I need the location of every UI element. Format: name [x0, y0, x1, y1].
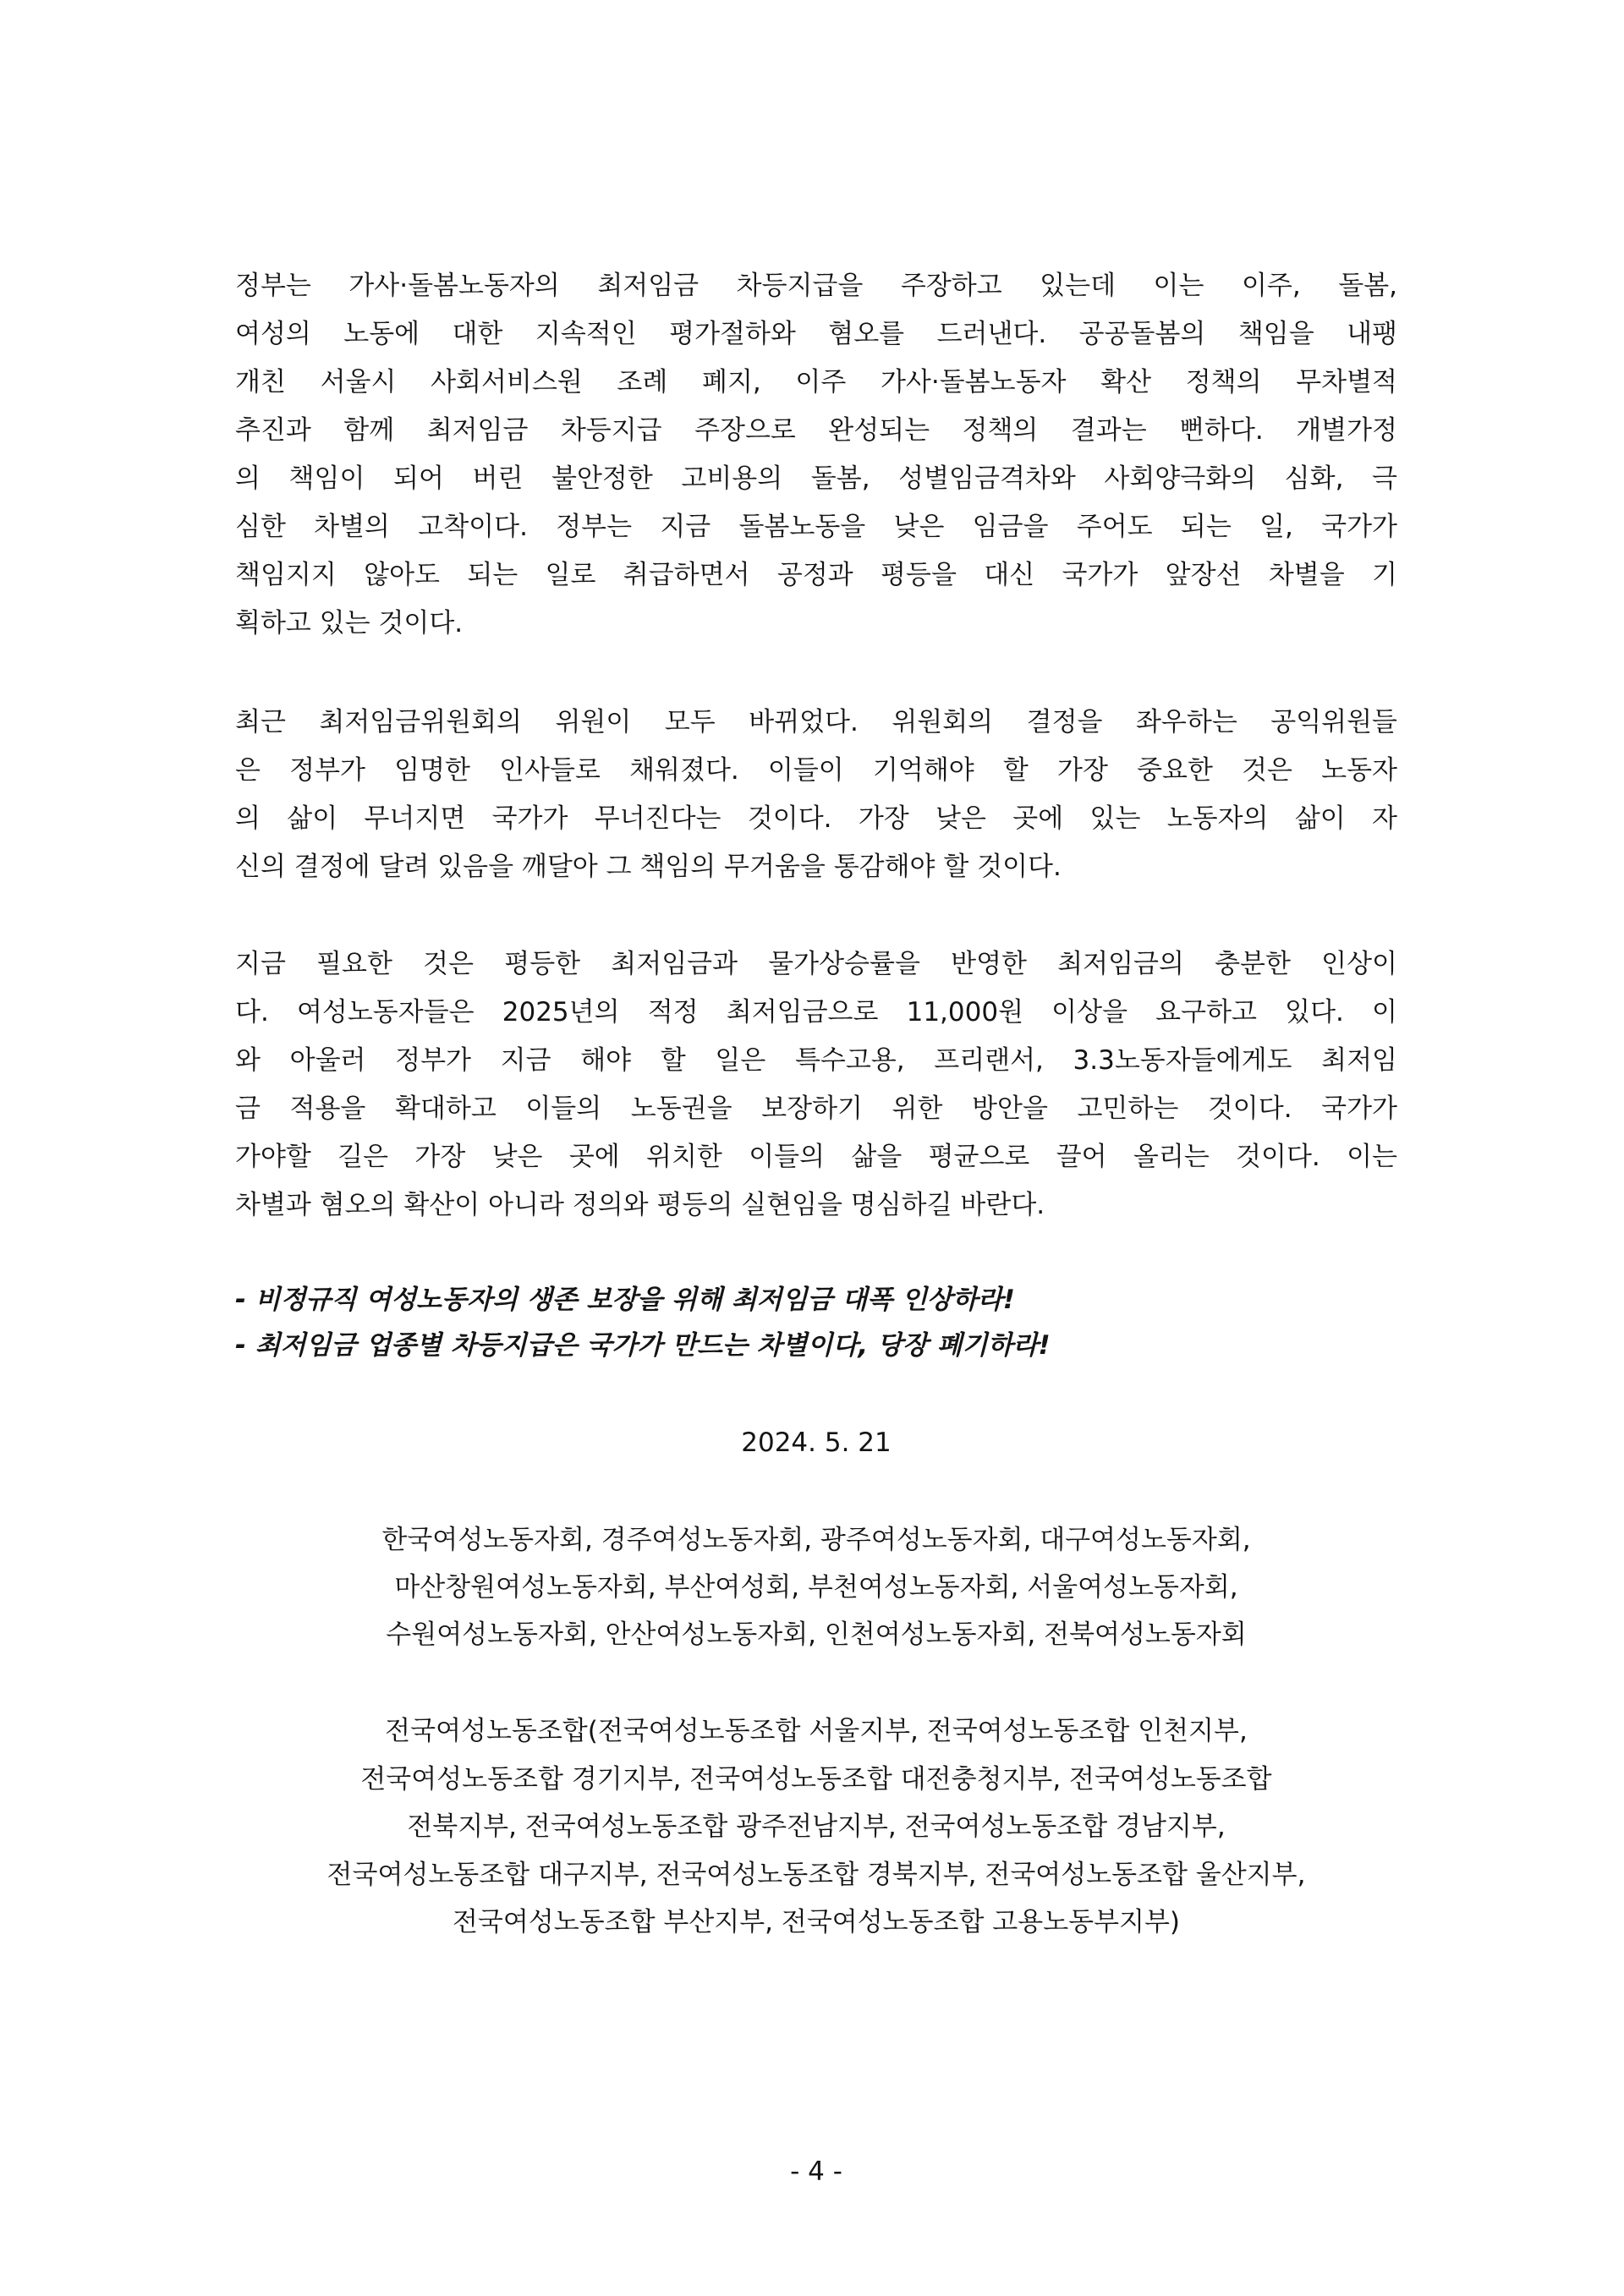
paragraph-3-line: 차별과 혐오의 확산이 아니라 정의와 평등의 실현임을 명심하길 바란다.: [235, 1190, 1045, 1220]
paragraph-3-line: 와 아울러 정부가 지금 해야 할 일은 특수고용, 프리랜서, 3.3노동자들에게도 최저임: [235, 1045, 1397, 1076]
signatory-line: 한국여성노동자회, 경주여성노동자회, 광주여성노동자회, 대구여성노동자회,: [381, 1525, 1251, 1555]
signatory-line: 수원여성노동자회, 안산여성노동자회, 인천여성노동자회, 전북여성노동자회: [386, 1619, 1247, 1650]
signatory-union: [235, 1707, 1397, 1947]
slogan: - 비정규직 여성노동자의 생존 보장을 위해 최저임금 대폭 인상하라!: [235, 1285, 1015, 1315]
page-footer: [235, 2148, 1397, 2196]
signatory-line: 전국여성노동조합 경기지부, 전국여성노동조합 대전충청지부, 전국여성노동조합: [360, 1763, 1272, 1795]
slogan: - 최저임금 업종별 차등지급은 국가가 만드는 차별이다, 당장 폐기하라!: [235, 1330, 1051, 1361]
paragraph-1-line: 책임지지 않아도 되는 일로 취급하면서 공정과 평등을 대신 국가가 앞장선 차별을 기: [235, 560, 1397, 590]
paragraph-1: [235, 262, 1397, 648]
paragraph-3-line: 다. 여성노동자들은 2025년의 적정 최저임금으로 11,000원 이상을 요구하고 있다. 이: [235, 997, 1397, 1027]
paragraph-1-line: 획하고 있는 것이다.: [235, 608, 464, 638]
paragraph-2-line: 신의 결정에 달려 있음을 깨달아 그 책임의 무거움을 통감해야 할 것이다.: [235, 852, 1062, 882]
paragraph-3-line: 가야할 길은 가장 낮은 곳에 위치한 이들의 삶을 평균으로 끌어 올리는 것이다. 이는: [235, 1142, 1397, 1172]
paragraph-1-line: 추진과 함께 최저임금 차등지급 주장으로 완성되는 정책의 결과는 뻔하다. 개별가정: [235, 415, 1397, 446]
signatory-line: 전북지부, 전국여성노동조합 광주전남지부, 전국여성노동조합 경남지부,: [407, 1811, 1226, 1842]
slogans: [235, 1277, 1397, 1368]
paragraph-3-line: 지금 필요한 것은 평등한 최저임금과 물가상승률을 반영한 최저임금의 충분한 인상이: [235, 949, 1397, 979]
signatory-line: 전국여성노동조합(전국여성노동조합 서울지부, 전국여성노동조합 인천지부,: [385, 1716, 1248, 1746]
signatory-line: 마산창원여성노동자회, 부산여성회, 부천여성노동자회, 서울여성노동자회,: [394, 1572, 1238, 1603]
paragraph-2-line: 은 정부가 임명한 인사들로 채워졌다. 이들이 기억해야 할 가장 중요한 것은 노동자: [235, 755, 1397, 786]
paragraph-3-line: 금 적용을 확대하고 이들의 노동권을 보장하기 위한 방안을 고민하는 것이다. 국가가: [235, 1093, 1397, 1124]
paragraph-1-line: 의 책임이 되어 버린 불안정한 고비용의 돌봄, 성별임금격차와 사회양극화의 심화, 극: [235, 463, 1397, 494]
document-date: 2024. 5. 21: [741, 1427, 892, 1458]
date-block: [235, 1419, 1397, 1467]
paragraph-2-line: 의 삶이 무너지면 국가가 무너진다는 것이다. 가장 낮은 곳에 있는 노동자의 삶이 자: [235, 803, 1397, 834]
paragraph-2-line: 최근 최저임금위원회의 위원이 모두 바뀌었다. 위원회의 결정을 좌우하는 공익위원들: [235, 707, 1397, 737]
page-number: - 4 -: [790, 2156, 842, 2187]
paragraph-1-line: 개친 서울시 사회서비스원 조례 폐지, 이주 가사·돌봄노동자 확산 정책의 무차별적: [235, 367, 1397, 397]
signatory-line: 전국여성노동조합 부산지부, 전국여성노동조합 고용노동부지부): [452, 1907, 1181, 1937]
paragraph-1-line: 여성의 노동에 대한 지속적인 평가절하와 혐오를 드러낸다. 공공돌봄의 책임을 내팽: [235, 319, 1397, 349]
signatory-line: 전국여성노동조합 대구지부, 전국여성노동조합 경북지부, 전국여성노동조합 울산지부,: [326, 1859, 1306, 1890]
paragraph-1-line: 심한 차별의 고착이다. 정부는 지금 돌봄노동을 낮은 임금을 주어도 되는 일, 국가가: [235, 512, 1397, 542]
signatory-associations: [235, 1516, 1397, 1658]
paragraph-3: [235, 940, 1397, 1230]
paragraph-1-line: 정부는 가사·돌봄노동자의 최저임금 차등지급을 주장하고 있는데 이는 이주, 돌봄,: [235, 271, 1397, 301]
paragraph-2: [235, 699, 1397, 891]
